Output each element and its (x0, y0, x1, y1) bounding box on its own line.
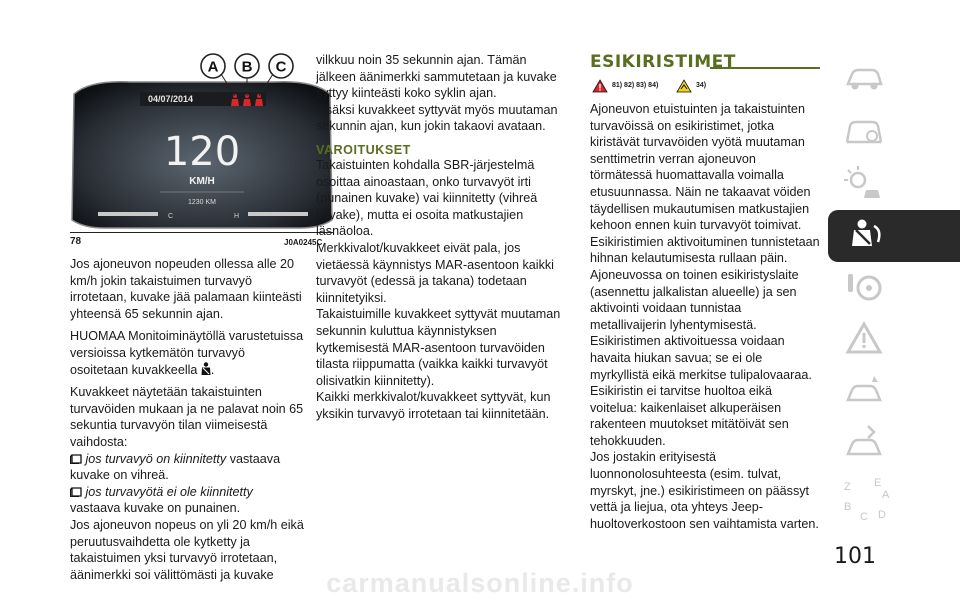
right-paragraph-6: Jos jostakin erityisestä luonnonolosuhteesta (esim. tulvat, myrskyt, jne.) esikiristimeen on päässyt vettä ja liejua, ota yhteys Jeep-huoltoverkostoon sen vaihtamista varten. (590, 450, 819, 531)
gauge-left-label: C (168, 213, 174, 220)
figure-code: J0A0245C (284, 238, 323, 247)
side-tab-vehicle[interactable] (828, 52, 960, 104)
index-letter: E (874, 477, 882, 489)
left-paragraph-3: Kuvakkeet näytetään takaistuinten turvavöiden mukaan ja ne palavat noin 65 sekuntia turvavyön tilan viimeisestä vaihdosta: (70, 385, 304, 449)
reference-numbers: 81) 82) 83) 84) (612, 82, 659, 89)
left-paragraph-1: Jos ajoneuvon nopeuden ollessa alle 20 km/h jokin takaistuimen turvavyö irrotetaan, kuvake jää palamaan kiinteästi yhteensä 65 sekunnin ajan. (70, 257, 302, 321)
right-column (590, 52, 820, 532)
side-tab-warnings[interactable] (828, 314, 960, 366)
index-letter: A (882, 489, 890, 501)
warning-title: VAROITUKSET (316, 142, 411, 157)
side-tab-dashboard[interactable] (828, 106, 960, 158)
left-paragraph-4: Jos ajoneuvon nopeus on yli 20 km/h eikä peruutusvaihdetta ole kytketty ja takaistuimen yksi turvavyö irrotetaan, äänimerkki soi välittömästi ja kuvake (70, 517, 304, 582)
warning-paragraph-1: Takaistuinten kohdalla SBR-järjestelmä osoittaa ainoastaan, onko turvavyöt irti (punainen kuvake) vai kiinnitetty (vihreä kuvake), mutta ei osoita matkustajien läsnäoloa. (316, 157, 538, 239)
left-paragraph-2: HUOMAA Monitoiminäytöllä varustetuissa versioissa kytkemätön turvavyö osoitetaan kuvakkeella . (70, 329, 304, 377)
svg-text:C: C (275, 58, 287, 76)
side-tab-maintenance[interactable] (828, 418, 960, 470)
alphabetical-index-icon (840, 474, 900, 530)
side-tab-driving[interactable] (828, 262, 960, 314)
right-paragraph-2: Esikiristimien aktivoituminen tunnistetaan hihnan kelautumisesta rullaan päin. (590, 234, 820, 266)
middle-paragraph-1: vilkkuu noin 35 sekunnin ajan. Tämän jälkeen äänimerkki sammutetaan ja kuvake syttyy kiinteästi koko syklin ajan. (316, 53, 557, 101)
car-key-icon (844, 58, 884, 98)
section-title: ESIKIRISTIMET (590, 52, 736, 72)
car-crash-icon (844, 372, 884, 412)
index-letter: C (860, 511, 868, 523)
reference-line (590, 79, 820, 95)
index-letter: Z (844, 481, 851, 493)
right-paragraph-1: Ajoneuvon etuistuinten ja takaistuinten turvavöissä on esikiristimet, jotka kiristävät turvavöiden vyötä muutaman senttimetrin verran ajoneuvon törmätessä huomattavalla voimalla etusuunnassa. Näin ne takaavat vöiden täydellisen mukautumisen matkustajien kehoon ennen kuin turvavyöt toimivat. (590, 102, 811, 233)
instrument-cluster-figure (70, 52, 334, 233)
figure-unit: KM/H (189, 176, 215, 187)
cluster-display-illustration (70, 52, 334, 232)
car-interior-icon (844, 112, 884, 152)
seatbelt-warning-icon (201, 362, 211, 376)
warning-paragraph-4: Kaikki merkkivalot/kuvakkeet syttyvät, kun yksikin turvavyö irrotetaan tai kiinnitetään. (316, 390, 551, 421)
figure-date: 04/07/2014 (148, 94, 194, 104)
figure-number: 78 (70, 236, 82, 247)
warning-paragraph-3: Takaistuimille kuvakkeet syttyvät muutaman sekunnin kuluttua käynnistyksen kytkemisestä MAR-asentoon turvavöiden tilasta riippumatta (vaikka kaikki turvavyöt olisivatkin kiinnitetty). (316, 307, 561, 388)
warning-triangle-icon (592, 79, 608, 93)
bullet-fastened: jos turvavyö on kiinnitetty vastaava kuvake on vihreä. (70, 451, 281, 483)
airbag-seatbelt-icon (844, 216, 884, 256)
caution-triangle-icon (676, 79, 692, 93)
index-letter: B (844, 501, 852, 513)
callout-b (235, 54, 259, 78)
bullet-unfastened: jos turvavyötä ei ole kiinnitetty vastaava kuvake on punainen. (70, 484, 253, 516)
right-paragraph-4: Esikiristimen aktivoituessa voidaan havaita hiukan savua; se ei ole myrkyllistä eikä merkitse tulipalovaaraa. (590, 334, 812, 382)
reference-last: 34) (696, 82, 707, 89)
svg-text:B: B (241, 58, 253, 76)
page-number: 101 (834, 544, 876, 569)
warning-paragraph-2: Merkkivalot/kuvakkeet eivät pala, jos vietäessä käynnistys MAR-asentoon kaikki turvavyöt (edessä ja takana) todetaan kiinnitetyiksi. (316, 240, 554, 305)
callout-c (269, 54, 293, 78)
watermark-text: carmanualsonline.info (326, 568, 634, 598)
left-column (70, 256, 306, 583)
middle-paragraph-2: Lisäksi kuvakkeet syttyvät myös muutaman sekunnin ajan, kun jokin takaovi avataan. (316, 102, 558, 134)
index-letter: D (878, 509, 886, 521)
right-paragraph-3: Ajoneuvossa on toinen esikiristyslaite (asennettu jalkalistan alueelle) ja sen aktivointi voidaan tunnistaa metallivaijerin lyhentymisestä. (590, 267, 799, 332)
side-tab-lights[interactable] (828, 158, 960, 210)
middle-column (316, 52, 562, 422)
sun-light-icon (844, 164, 884, 204)
svg-text:A: A (207, 58, 219, 76)
gauge-right-label: H (234, 213, 240, 220)
warning-triangle-outline-icon (844, 320, 884, 360)
right-paragraph-5: Esikiristin ei tarvitse huoltoa eikä voitelua: kaikenlaiset alkuperäisen rakenteen muutokset mitätöivät sen tehokkuuden. (590, 384, 789, 448)
steering-gear-icon (844, 268, 884, 308)
bullet-square-icon (70, 454, 82, 464)
wrench-car-icon (844, 424, 884, 464)
bullet-square-icon (70, 487, 82, 497)
side-tab-index[interactable] (828, 470, 960, 532)
side-tab-safety-active[interactable] (828, 210, 960, 262)
side-tab-emergency[interactable] (828, 366, 960, 418)
figure-odometer: 1230 KM (187, 199, 217, 206)
figure-speed: 120 (163, 129, 241, 175)
callout-a (201, 54, 225, 78)
